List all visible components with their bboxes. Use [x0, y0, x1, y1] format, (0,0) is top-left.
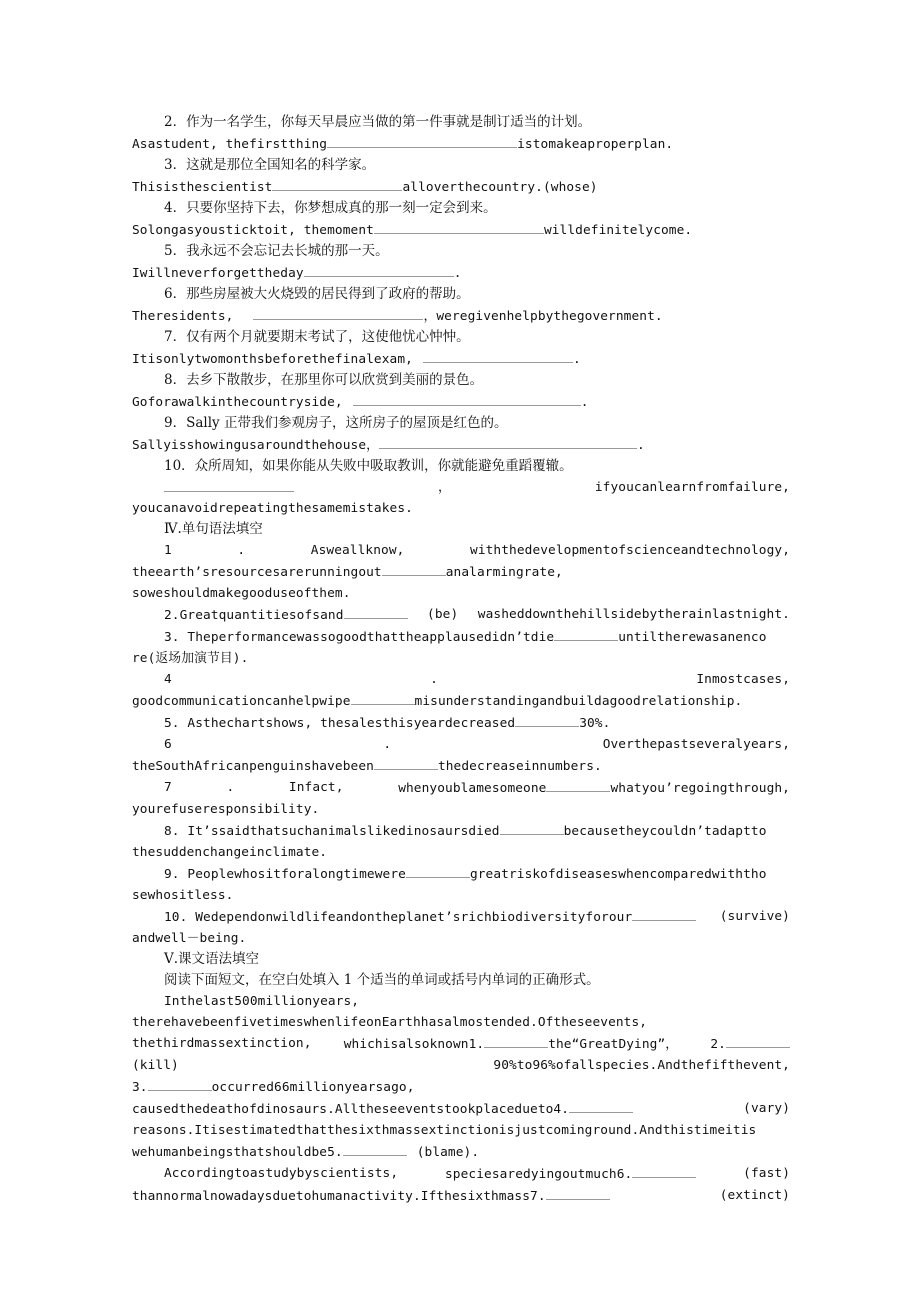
item-10-chinese: 10．众所周知，如果你能从失败中吸取教训，你就能避免重蹈覆辙。	[164, 458, 573, 474]
item-2-chinese: 2．作为一名学生，你每天早晨应当做的第一件事就是制订适当的计划。	[164, 114, 592, 130]
s4-item-3-line1: 3. Theperformancewassogoodthattheapplausedidn’tdie untiltherewasanenco	[132, 626, 790, 648]
answer-blank[interactable]	[515, 712, 579, 727]
answer-blank[interactable]	[164, 477, 294, 492]
item-4-english: Solongasyousticktoit, themoment willdefinitelycome.	[132, 219, 790, 241]
item-6-chinese: 6．那些房屋被大火烧毁的居民得到了政府的帮助。	[164, 286, 470, 302]
s4-item-6-line1: 6 . Overthepastseveralyears,	[164, 737, 790, 752]
answer-blank[interactable]	[632, 906, 696, 921]
answer-blank[interactable]	[272, 176, 402, 191]
item-5-chinese: 5．我永远不会忘记去长城的那一天。	[164, 243, 389, 259]
s4-item-5: 5. Asthechartshows, thesalesthisyeardecreased 30%.	[132, 712, 790, 734]
answer-blank[interactable]	[253, 305, 423, 320]
s4-item-7-line2: yourefuseresponsibility.	[132, 802, 320, 817]
passage-line: thannormalnowadaysduetohumanactivity.Ifthesixthmass7. (extinct)	[132, 1185, 790, 1207]
passage-line: Inthelast500millionyears,	[164, 994, 360, 1009]
passage-line: (kill) 90%to96%ofallspecies.Andthefifthevent,	[132, 1058, 790, 1073]
blank-5[interactable]	[343, 1141, 407, 1156]
item-4-chinese: 4．只要你坚持下去，你梦想成真的那一刻一定会到来。	[164, 200, 497, 216]
passage-line: Accordingtoastudybyscientists, speciesaredyingoutmuch6. (fast)	[132, 1163, 790, 1185]
blank-2[interactable]	[726, 1033, 790, 1048]
item-10-english-line1: ， ifyoucanlearnfromfailure,	[132, 477, 790, 498]
answer-blank[interactable]	[406, 863, 470, 878]
section-5-instruction: 阅读下面短文，在空白处填入 1 个适当的单词或括号内单词的正确形式。	[164, 972, 600, 988]
single-sentence-grammar-section	[132, 519, 790, 949]
section-5-heading: Ⅴ.课文语法填空	[164, 951, 260, 967]
s4-item-8-line1: 8. It’ssaidthatsuchanimalslikedinosaursdied becausetheycouldn’tadaptto	[132, 820, 790, 842]
s4-item-2: 2.Greatquantitiesofsand (be) washeddownthehillsidebytherainlastnight.	[132, 604, 790, 626]
answer-blank[interactable]	[327, 133, 517, 148]
item-6-english: Theresidents, ，weregivenhelpbythegovernment.	[132, 305, 790, 327]
blank-3[interactable]	[148, 1076, 212, 1091]
item-10-english-line2: youcanavoidrepeatingthesamemistakes.	[132, 501, 413, 516]
passage-line: causedthedeathofdinosaurs.Alltheseeventstookplacedueto4. (vary)	[132, 1098, 790, 1120]
item-7-english: Itisonlytwomonthsbeforethefinalexam, .	[132, 348, 790, 370]
answer-blank[interactable]	[379, 434, 637, 449]
answer-blank[interactable]	[382, 561, 446, 576]
worksheet-page	[132, 112, 790, 1207]
blank-7[interactable]	[546, 1185, 610, 1200]
answer-blank[interactable]	[374, 219, 544, 234]
item-9-chinese: 9．Sally 正带我们参观房子，这所房子的屋顶是红色的。	[164, 415, 508, 431]
s4-item-1-line2: theearth’sresourcesarerunningout analarmingrate,	[132, 561, 790, 583]
text-grammar-section	[132, 949, 790, 1207]
s4-item-1-line3: soweshouldmakegooduseofthem.	[132, 586, 351, 601]
blank-6[interactable]	[632, 1163, 696, 1178]
answer-blank[interactable]	[304, 262, 454, 277]
answer-blank[interactable]	[546, 777, 610, 792]
answer-blank[interactable]	[423, 348, 573, 363]
blank-1[interactable]	[484, 1033, 548, 1048]
s4-item-8-line2: thesuddenchangeinclimate.	[132, 845, 328, 860]
s4-item-1-line1: 1 . Asweallknow, withthedevelopmentofscienceandtechnology,	[164, 543, 790, 558]
s4-item-10-line1: 10. Wedependonwildlifeandontheplanet’srichbiodiversityforour (survive)	[132, 906, 790, 928]
s4-item-7-line1: 7 . Infact, whenyoublamesomeone whatyou’regoingthrough,	[132, 777, 790, 799]
passage-line: wehumanbeingsthatshouldbe5. (blame).	[132, 1141, 790, 1163]
item-5-english: Iwillneverforgettheday .	[132, 262, 790, 284]
translation-section	[132, 112, 790, 519]
answer-blank[interactable]	[374, 755, 438, 770]
item-9-english: Sallyisshowingusaroundthehouse， .	[132, 434, 790, 456]
s4-item-9-line2: sewhositless.	[132, 888, 234, 903]
s4-item-4-line2: goodcommunicationcanhelpwipe misunderstandingandbuildagoodrelationship.	[132, 690, 790, 712]
answer-blank[interactable]	[344, 604, 408, 619]
item-8-english: Goforawalkinthecountryside, .	[132, 391, 790, 413]
item-3-english: Thisisthescientist alloverthecountry.(whose)	[132, 176, 790, 198]
item-3-chinese: 3．这就是那位全国知名的科学家。	[164, 157, 376, 173]
answer-blank[interactable]	[351, 690, 415, 705]
section-4-heading: Ⅳ.单句语法填空	[164, 521, 263, 537]
s4-item-3-line2: re(返场加演节目).	[132, 651, 249, 666]
passage-line: 3. occurred66millionyearsago,	[132, 1076, 790, 1098]
s4-item-10-line2: andwell－being.	[132, 931, 247, 946]
item-7-chinese: 7．仅有两个月就要期末考试了，这使他忧心忡忡。	[164, 329, 470, 345]
item-2-english: Asastudent, thefirstthing istomakeaproperplan.	[132, 133, 790, 155]
s4-item-6-line2: theSouthAfricanpenguinshavebeen thedecreaseinnumbers.	[132, 755, 790, 777]
item-8-chinese: 8．去乡下散散步，在那里你可以欣赏到美丽的景色。	[164, 372, 484, 388]
s4-item-4-line1: 4 . Inmostcases,	[164, 672, 790, 687]
blank-4[interactable]	[569, 1098, 633, 1113]
passage-line: thethirdmassextinction, whichisalsoknown1. the“GreatDying”， 2.	[132, 1033, 790, 1055]
s4-item-9-line1: 9. Peoplewhositforalongtimewere greatriskofdiseaseswhencomparedwiththo	[132, 863, 790, 885]
answer-blank[interactable]	[353, 391, 581, 406]
answer-blank[interactable]	[554, 626, 618, 641]
passage-line: therehavebeenfivetimeswhenlifeonEarthhasalmostended.Oftheseevents,	[132, 1015, 648, 1030]
passage-line: reasons.Itisestimatedthatthesixthmassextinctionisjustcominground.Andthistimeitis	[132, 1123, 757, 1138]
answer-blank[interactable]	[500, 820, 564, 835]
